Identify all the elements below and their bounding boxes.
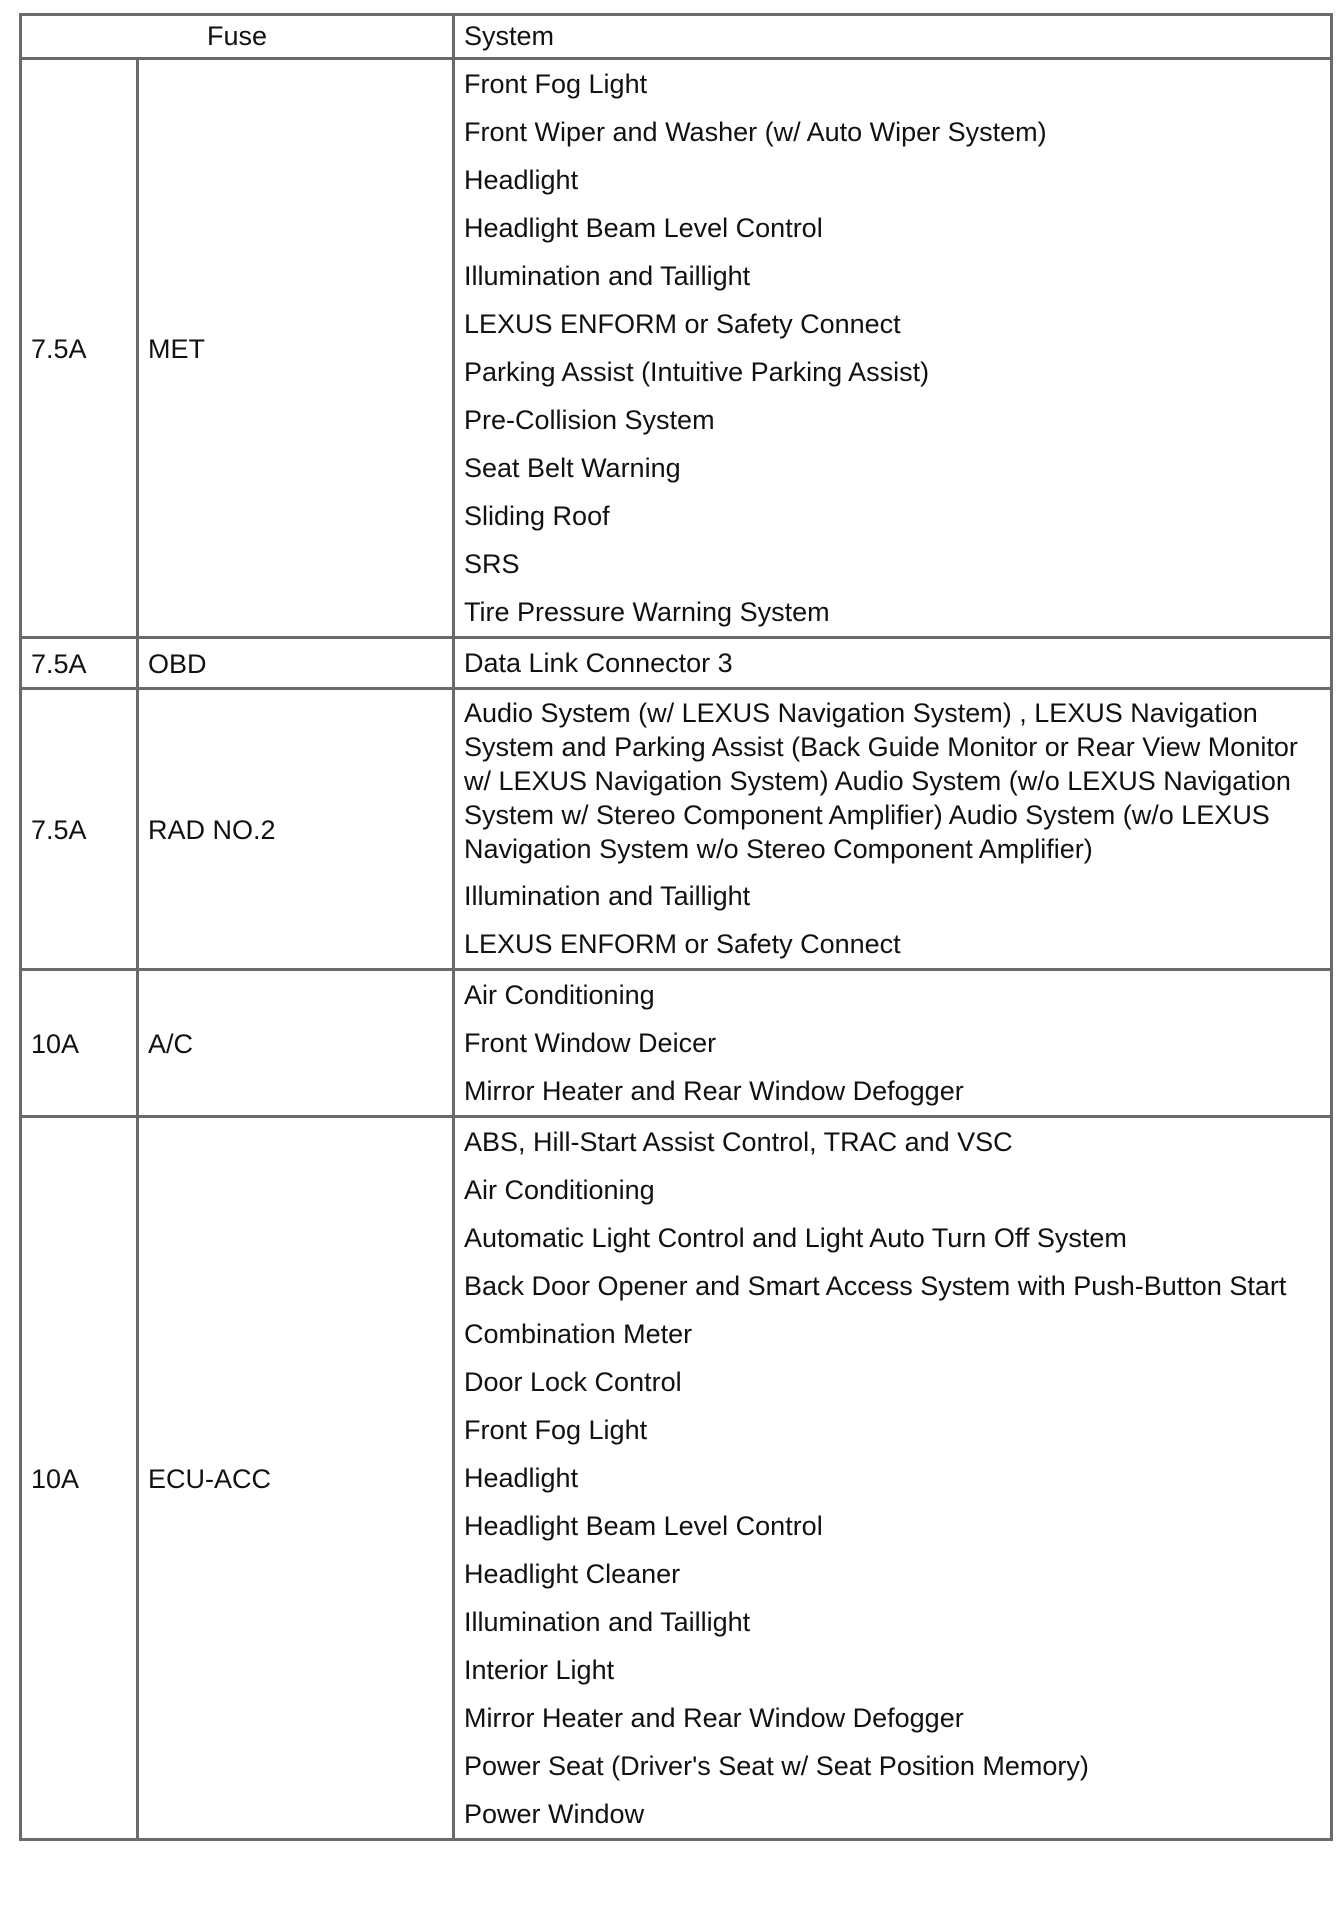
system-item: Illumination and Taillight <box>464 1607 751 1637</box>
fuse-name: ECU-ACC <box>138 1117 454 1840</box>
fuse-name: RAD NO.2 <box>138 689 454 970</box>
fuse-systems-cell <box>454 638 1332 689</box>
system-item: LEXUS ENFORM or Safety Connect <box>464 309 901 339</box>
fuse-row <box>21 1117 1332 1840</box>
system-item: Headlight <box>464 1463 579 1493</box>
header-row <box>21 15 1332 59</box>
fuse-amperage: 10A <box>21 1117 138 1840</box>
fuse-table <box>19 13 1333 1841</box>
system-item: Data Link Connector 3 <box>464 648 733 678</box>
fuse-row <box>21 970 1332 1117</box>
system-item: Air Conditioning <box>464 1175 655 1205</box>
fuse-systems-cell <box>454 59 1332 638</box>
system-item: Illumination and Taillight <box>464 881 751 911</box>
system-item: Mirror Heater and Rear Window Defogger <box>464 1703 964 1733</box>
system-item: Pre-Collision System <box>464 405 715 435</box>
system-item: Seat Belt Warning <box>464 453 681 483</box>
fuse-amperage: 7.5A <box>21 638 138 689</box>
fuse-name: MET <box>138 59 454 638</box>
system-item: Front Fog Light <box>464 69 648 99</box>
system-item: Interior Light <box>464 1655 615 1685</box>
fuse-name: OBD <box>138 638 454 689</box>
system-item: Automatic Light Control and Light Auto Turn Off System <box>464 1223 1127 1253</box>
fuse-row <box>21 689 1332 970</box>
system-item: Door Lock Control <box>464 1367 682 1397</box>
system-item: Sliding Roof <box>464 501 610 531</box>
system-item: Headlight Beam Level Control <box>464 1511 823 1541</box>
fuse-systems-cell <box>454 689 1332 970</box>
system-item: Illumination and Taillight <box>464 261 751 291</box>
fuse-row <box>21 638 1332 689</box>
system-item: Parking Assist (Intuitive Parking Assist) <box>464 357 930 387</box>
fuse-name: A/C <box>138 970 454 1117</box>
system-item: Mirror Heater and Rear Window Defogger <box>464 1076 964 1106</box>
system-item: SRS <box>464 549 520 579</box>
system-item: Power Seat (Driver's Seat w/ Seat Position Memory) <box>464 1751 1089 1781</box>
fuse-systems-cell <box>454 970 1332 1117</box>
system-item: Power Window <box>464 1799 645 1829</box>
fuse-amperage: 10A <box>21 970 138 1117</box>
system-item: Combination Meter <box>464 1319 693 1349</box>
fuse-column-header: Fuse <box>21 15 454 59</box>
system-column-header: System <box>454 15 1332 59</box>
system-item: Headlight <box>464 165 579 195</box>
system-item: Air Conditioning <box>464 980 655 1010</box>
system-item: LEXUS ENFORM or Safety Connect <box>464 929 901 959</box>
system-item: ABS, Hill-Start Assist Control, TRAC and VSC <box>464 1127 1013 1157</box>
fuse-amperage: 7.5A <box>21 689 138 970</box>
system-item: Audio System (w/ LEXUS Navigation System) , LEXUS Navigation System and Parking Assist (Back Guide Monitor or Rear View Monitor w/ LEXUS Navigation System) Audio System (w/o LEXUS Navigation System w/ Stereo Component Amplifier) Audio System (w/o LEXUS Navigation System w/o Stereo Component Amplifier) <box>464 698 1298 864</box>
fuse-amperage: 7.5A <box>21 59 138 638</box>
system-item: Headlight Beam Level Control <box>464 213 823 243</box>
system-item: Back Door Opener and Smart Access System with Push-Button Start <box>464 1271 1287 1301</box>
system-item: Headlight Cleaner <box>464 1559 681 1589</box>
fuse-systems-cell <box>454 1117 1332 1840</box>
system-item: Front Fog Light <box>464 1415 648 1445</box>
fuse-row <box>21 59 1332 638</box>
system-item: Tire Pressure Warning System <box>464 597 830 627</box>
system-item: Front Window Deicer <box>464 1028 717 1058</box>
fuse-table-body <box>21 59 1332 1840</box>
system-item: Front Wiper and Washer (w/ Auto Wiper System) <box>464 117 1047 147</box>
